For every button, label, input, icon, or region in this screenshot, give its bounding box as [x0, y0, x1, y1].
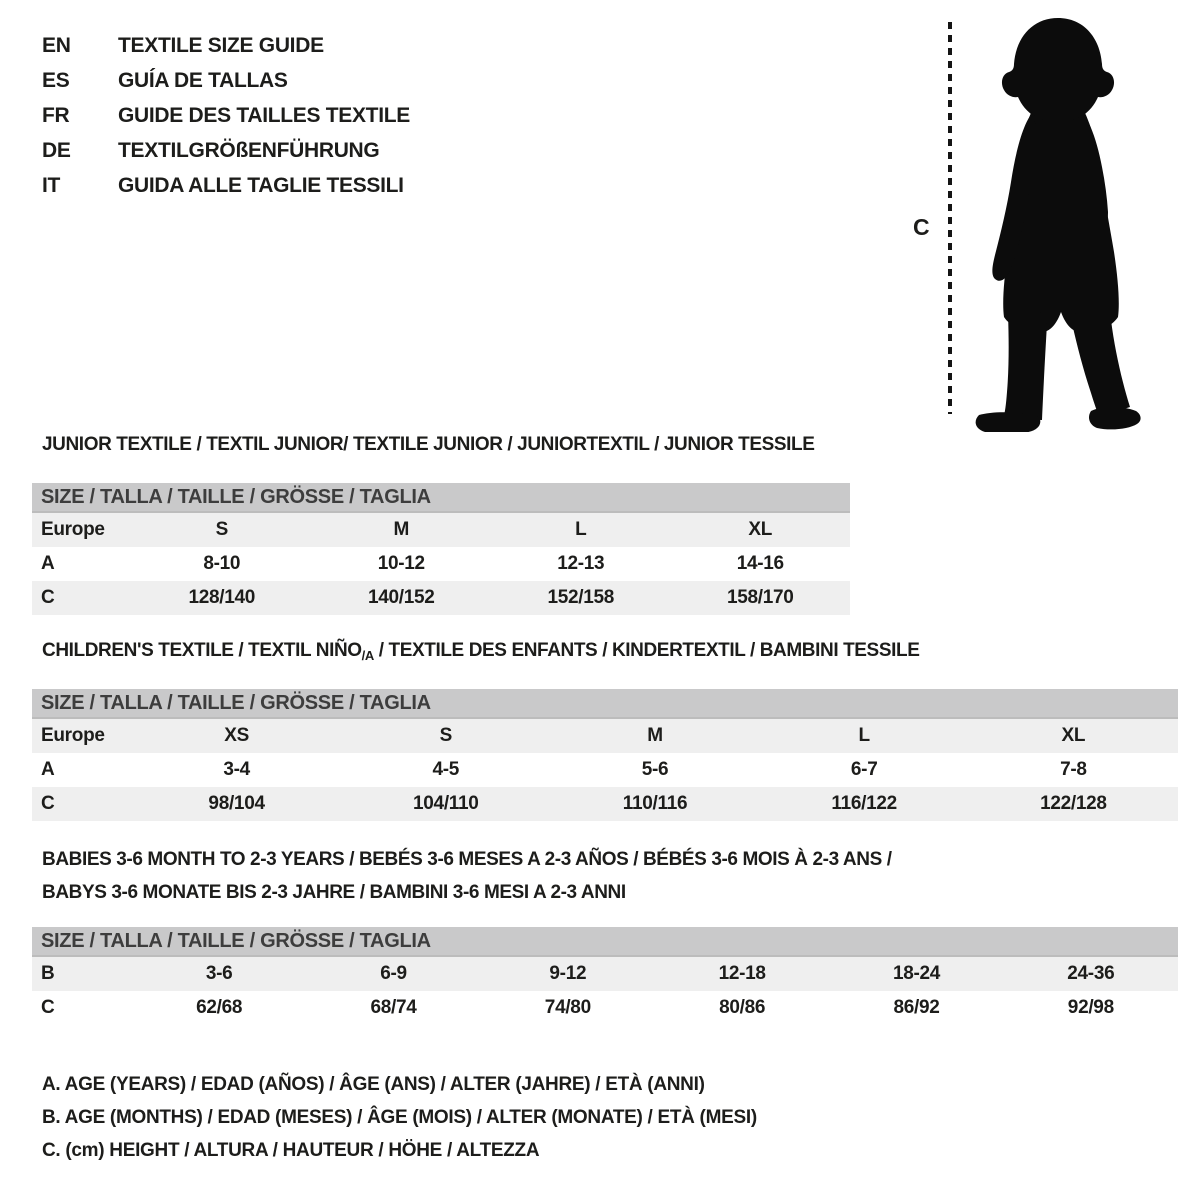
lang-code: FR: [42, 103, 70, 127]
lang-row-es: [42, 63, 410, 98]
junior-section-title: JUNIOR TEXTILE / TEXTIL JUNIOR/ TEXTILE JUNIOR / JUNIORTEXTIL / JUNIOR TESSILE: [42, 434, 815, 455]
table-cell: M: [393, 519, 410, 540]
table-cell: 62/68: [196, 997, 243, 1018]
row-label: C: [41, 587, 55, 608]
table-cell: 14-16: [736, 553, 784, 574]
table-cell: 128/140: [188, 587, 256, 608]
row-label: A: [41, 553, 55, 574]
table-row: [32, 957, 1178, 991]
table-cell: XL: [748, 519, 773, 540]
table-cell: 18-24: [892, 963, 941, 984]
table-row: [32, 513, 850, 547]
table-cell: 3-6: [205, 963, 233, 984]
table-cell: S: [215, 519, 228, 540]
measurement-legend: [42, 1068, 757, 1167]
babies-title-line1: BABIES 3-6 MONTH TO 2-3 YEARS / BEBÉS 3-6 MESES A 2-3 AÑOS / BÉBÉS 3-6 MOIS À 2-3 ANS /: [42, 849, 892, 870]
table-cell: 12-13: [557, 553, 605, 574]
table-row: [32, 753, 1178, 787]
table-cell: 10-12: [377, 553, 425, 574]
legend-line-a: A. AGE (YEARS) / EDAD (AÑOS) / ÂGE (ANS) / ALTER (JAHRE) / ETÀ (ANNI): [42, 1074, 705, 1095]
legend-line-c: C. (cm) HEIGHT / ALTURA / HAUTEUR / HÖHE / ALTEZZA: [42, 1140, 540, 1161]
table-cell: XL: [1061, 725, 1086, 746]
size-header-bar: SIZE / TALLA / TAILLE / GRÖSSE / TAGLIA: [32, 483, 850, 513]
table-cell: 92/98: [1067, 997, 1114, 1018]
table-cell: 74/80: [544, 997, 591, 1018]
children-section-title: [42, 640, 919, 663]
lang-code: ES: [42, 68, 70, 92]
lang-title: GUIDA ALLE TAGLIE TESSILI: [118, 173, 404, 197]
table-row: [32, 787, 1178, 821]
lang-title: TEXTILE SIZE GUIDE: [118, 33, 324, 57]
junior-size-table: [32, 483, 850, 615]
row-label: C: [41, 793, 55, 814]
lang-code: DE: [42, 138, 71, 162]
table-cell: M: [647, 725, 663, 746]
table-cell: XS: [224, 725, 249, 746]
children-size-table: [32, 689, 1178, 821]
table-cell: 6-9: [380, 963, 407, 984]
table-cell: 8-10: [203, 553, 241, 574]
table-row: [32, 547, 850, 581]
table-cell: 9-12: [549, 963, 587, 984]
table-row: [32, 581, 850, 615]
table-cell: 116/122: [831, 793, 897, 814]
lang-code: EN: [42, 33, 71, 57]
lang-title: GUÍA DE TALLAS: [118, 68, 288, 92]
baby-silhouette: [970, 16, 1146, 432]
lang-code: IT: [42, 173, 61, 197]
table-cell: 5-6: [641, 759, 669, 780]
table-cell: 158/170: [726, 587, 794, 608]
table-row: [32, 991, 1178, 1025]
babies-title-line2: BABYS 3-6 MONATE BIS 2-3 JAHRE / BAMBINI 3-6 MESI A 2-3 ANNI: [42, 882, 626, 903]
lang-row-fr: [42, 98, 410, 133]
row-label: B: [41, 963, 55, 984]
babies-section-title: [42, 843, 892, 909]
table-cell: 3-4: [223, 759, 250, 780]
language-header: [42, 28, 410, 203]
table-cell: L: [858, 725, 870, 746]
table-cell: 68/74: [370, 997, 417, 1018]
table-cell: 12-18: [718, 963, 766, 984]
babies-size-table: [32, 927, 1178, 1025]
table-cell: 6-7: [850, 759, 878, 780]
size-header-bar: SIZE / TALLA / TAILLE / GRÖSSE / TAGLIA: [32, 927, 1178, 957]
table-cell: 86/92: [893, 997, 940, 1018]
table-cell: 7-8: [1060, 759, 1087, 780]
height-measure-label: C: [913, 214, 930, 240]
children-title-post: / TEXTILE DES ENFANTS / KINDERTEXTIL / BAMBINI TESSILE: [373, 640, 920, 661]
table-cell: 110/116: [622, 793, 688, 814]
size-header-bar: SIZE / TALLA / TAILLE / GRÖSSE / TAGLIA: [32, 689, 1178, 719]
lang-row-en: [42, 28, 410, 63]
row-label: A: [41, 759, 55, 780]
table-cell: L: [575, 519, 587, 540]
row-label: Europe: [41, 725, 105, 746]
table-cell: 98/104: [208, 793, 265, 814]
lang-title: GUIDE DES TAILLES TEXTILE: [118, 103, 410, 127]
table-cell: 80/86: [719, 997, 766, 1018]
lang-row-it: [42, 168, 410, 203]
lang-row-de: [42, 133, 410, 168]
table-cell: S: [439, 725, 452, 746]
legend-line-b: B. AGE (MONTHS) / EDAD (MESES) / ÂGE (MOIS) / ALTER (MONATE) / ETÀ (MESI): [42, 1107, 757, 1128]
row-label: Europe: [41, 519, 105, 540]
table-cell: 24-36: [1067, 963, 1115, 984]
table-cell: 122/128: [1040, 793, 1107, 814]
table-cell: 140/152: [367, 587, 435, 608]
row-label: C: [41, 997, 55, 1018]
height-dashed-line: [948, 22, 952, 414]
table-row: [32, 719, 1178, 753]
table-cell: 104/110: [413, 793, 479, 814]
children-title-sub: /A: [361, 648, 374, 663]
table-cell: 152/158: [547, 587, 615, 608]
table-cell: 4-5: [432, 759, 460, 780]
lang-title: TEXTILGRÖßENFÜHRUNG: [118, 138, 380, 162]
children-title-pre: CHILDREN'S TEXTILE / TEXTIL NIÑO: [42, 640, 362, 661]
